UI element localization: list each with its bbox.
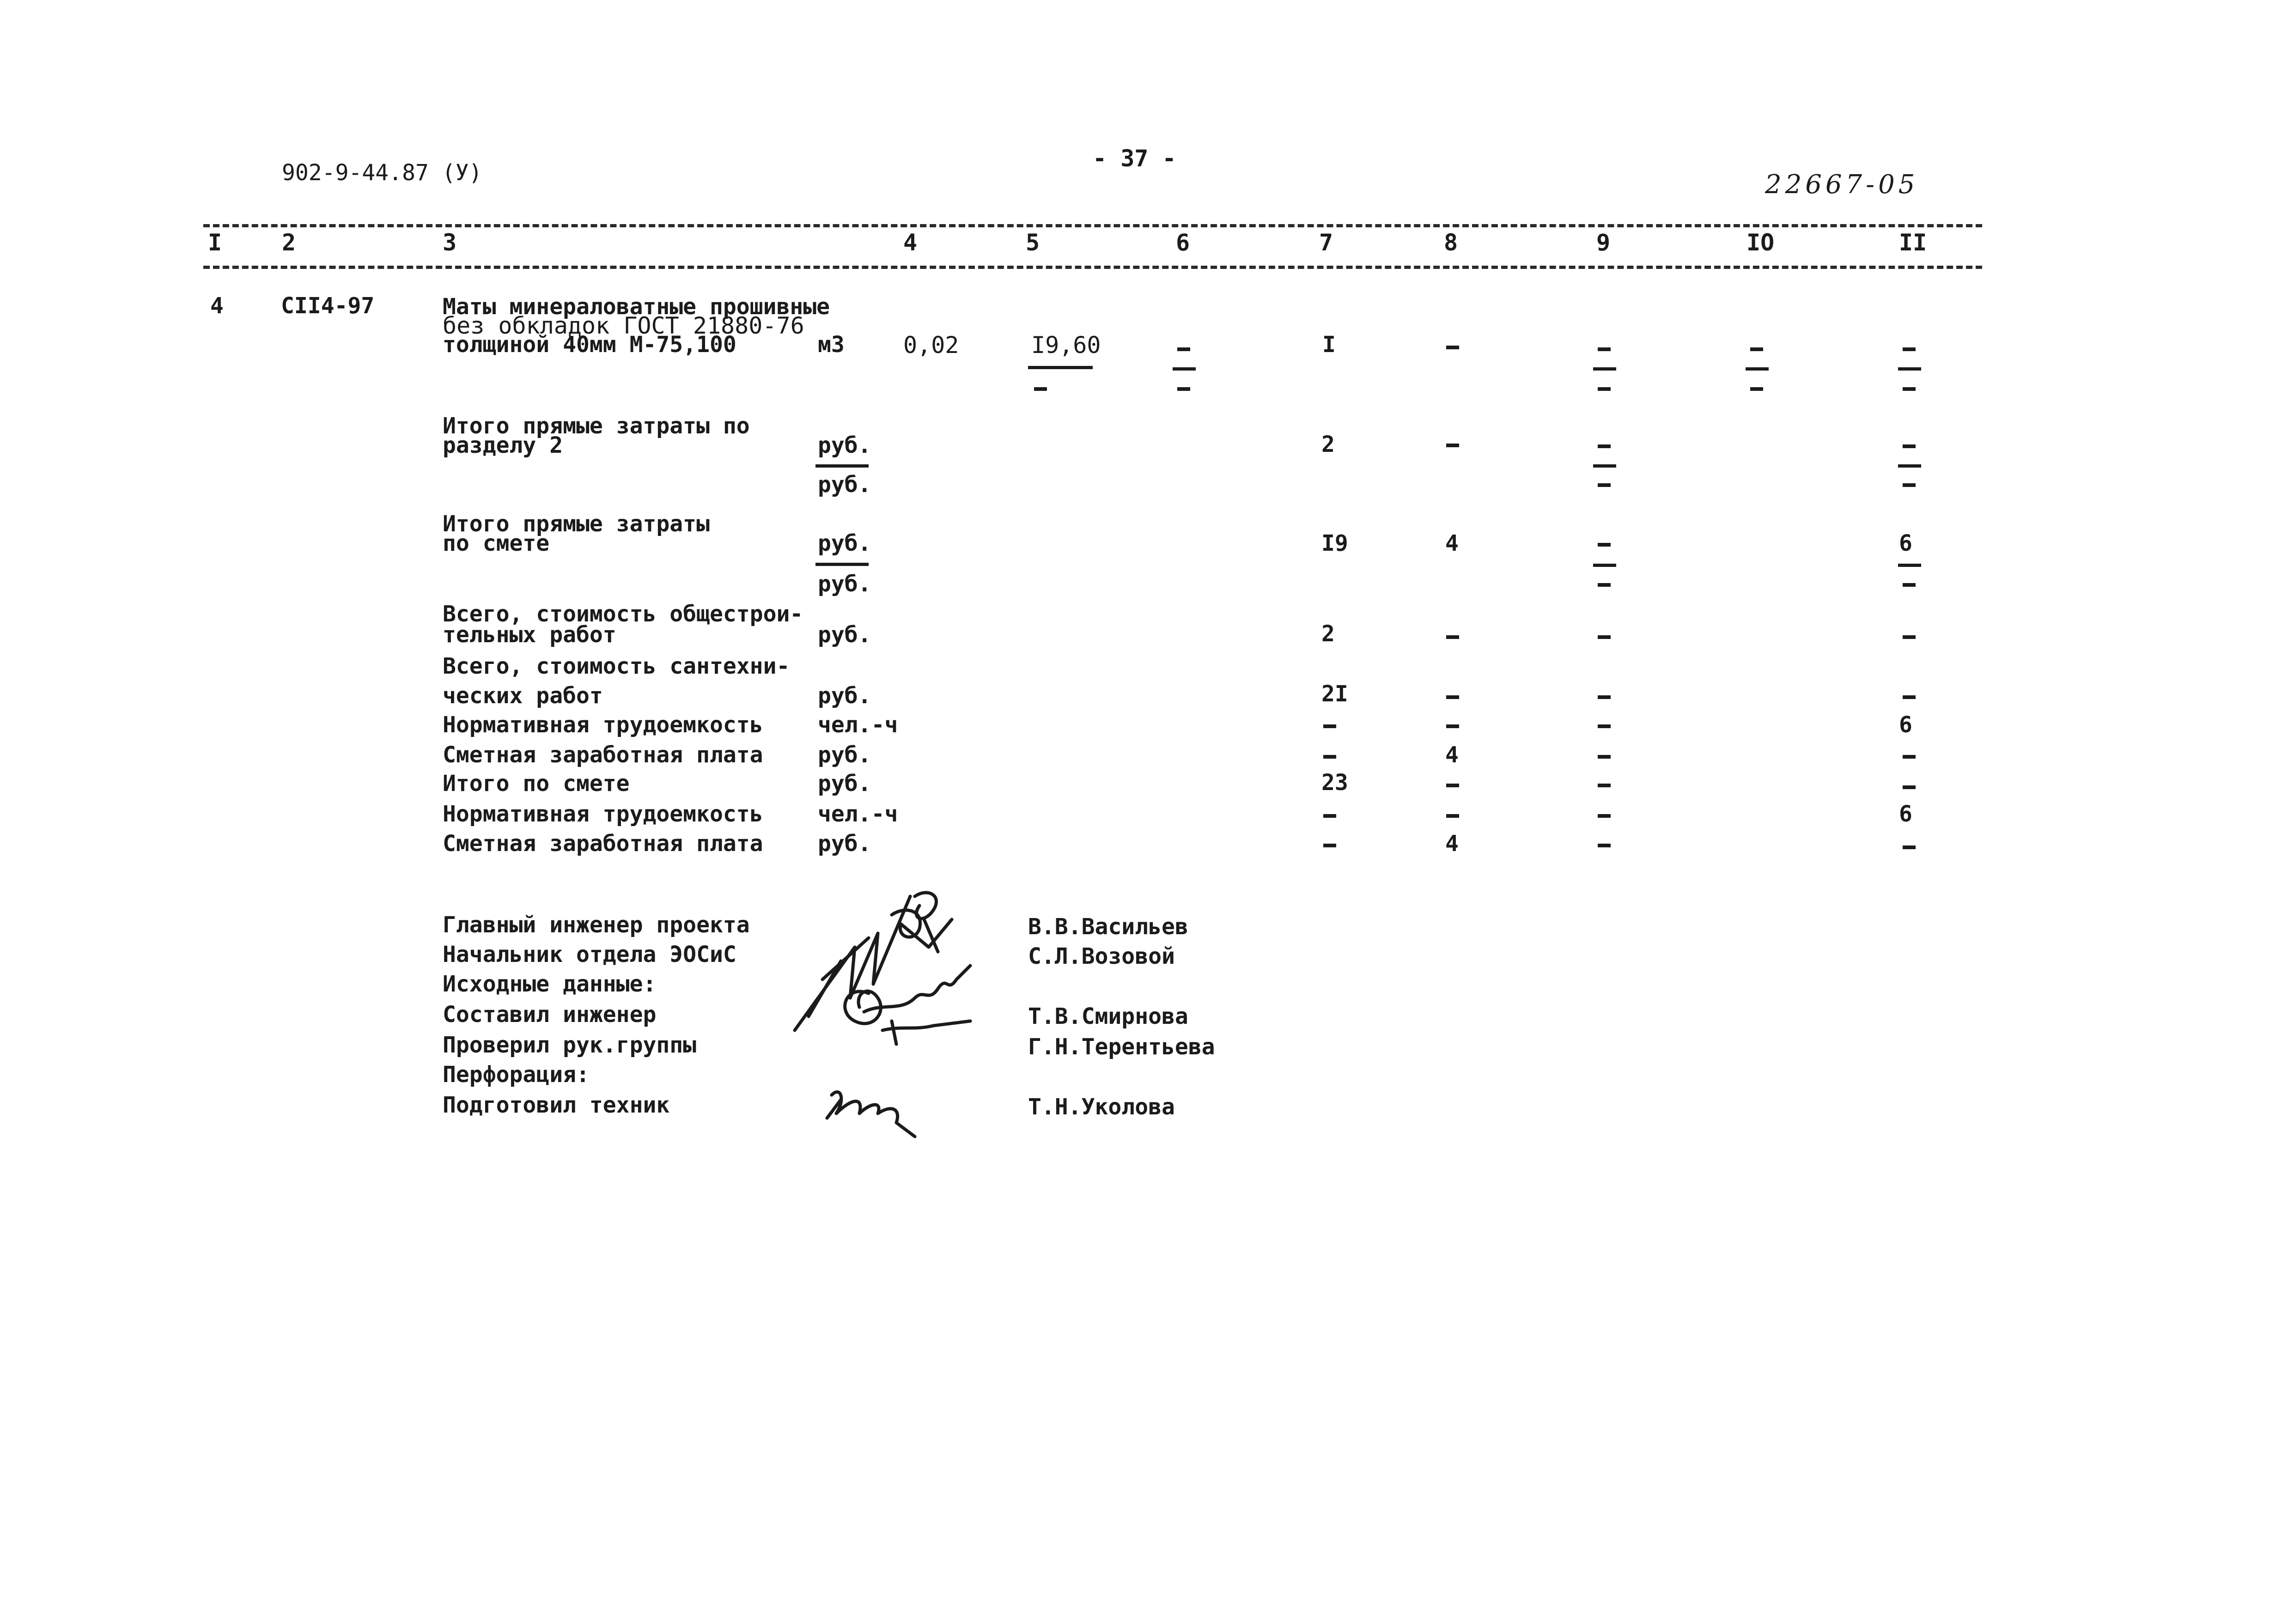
empty-dash xyxy=(1598,543,1611,547)
col-header-1: I xyxy=(208,229,222,256)
empty-dash xyxy=(1446,635,1459,639)
header-rule-top xyxy=(203,224,1982,227)
col8-value: 4 xyxy=(1445,742,1459,768)
signatory-role: Подготовил техник xyxy=(443,1092,670,1118)
unit: руб. xyxy=(818,771,871,797)
empty-dash xyxy=(1903,635,1916,639)
unit: м3 xyxy=(818,332,845,358)
empty-dash xyxy=(1903,695,1916,699)
row-description-line: тельных работ xyxy=(443,622,616,648)
col-header-11: II xyxy=(1899,229,1927,256)
empty-dash xyxy=(1598,635,1611,639)
signatory-name: Т.Н.Уколова xyxy=(1028,1094,1175,1120)
empty-dash xyxy=(1903,483,1916,487)
empty-dash xyxy=(1598,784,1611,787)
col7-value: 2 xyxy=(1321,621,1335,647)
unit: руб. xyxy=(818,472,871,498)
unit: руб. xyxy=(818,622,871,648)
signatory-role: Начальник отдела ЭОСиС xyxy=(443,942,736,967)
row-description-line: разделу 2 xyxy=(443,432,563,458)
fraction-line xyxy=(1593,464,1616,468)
handwritten-signatures xyxy=(776,878,1016,1155)
col7-value: 2 xyxy=(1321,432,1335,457)
signatory-name: Т.В.Смирнова xyxy=(1028,1004,1188,1029)
unit: руб. xyxy=(818,432,871,458)
archive-number: 22667-05 xyxy=(1765,170,1919,200)
row-description: Сметная заработная плата xyxy=(443,831,763,857)
empty-dash xyxy=(1446,814,1459,818)
signatory-role: Проверил рук.группы xyxy=(443,1032,697,1058)
empty-dash xyxy=(1323,814,1336,818)
empty-dash xyxy=(1903,785,1916,789)
empty-dash xyxy=(1323,844,1336,847)
signatory-name: В.В.Васильев xyxy=(1028,914,1188,940)
empty-dash xyxy=(1323,724,1336,728)
empty-dash xyxy=(1598,755,1611,759)
fraction-line xyxy=(1746,367,1769,371)
row-number: 4 xyxy=(210,293,224,319)
signatory-name: С.Л.Возовой xyxy=(1028,943,1175,969)
unit: руб. xyxy=(818,742,871,768)
empty-dash xyxy=(1598,724,1611,728)
col-header-3: 3 xyxy=(443,229,457,256)
fraction-line xyxy=(1898,464,1921,468)
signatory-role: Главный инженер проекта xyxy=(443,912,750,938)
header-rule-bottom xyxy=(203,266,1982,269)
fraction-line xyxy=(1898,564,1921,567)
item-description-line: без обкладок ГОСТ 21880-76 xyxy=(443,312,804,339)
empty-dash xyxy=(1598,387,1611,391)
signatory-role: Перфорация: xyxy=(443,1062,590,1088)
empty-dash xyxy=(1598,444,1611,448)
col-header-8: 8 xyxy=(1444,229,1458,256)
col8-value: 4 xyxy=(1445,831,1459,857)
col11-value: 6 xyxy=(1899,712,1912,738)
col-header-5: 5 xyxy=(1026,229,1040,256)
signatory-role: Исходные данные: xyxy=(443,971,657,997)
col-header-10: IO xyxy=(1746,229,1775,256)
col11-value: 6 xyxy=(1899,530,1912,556)
col7-value: 2I xyxy=(1321,681,1348,707)
fraction-line xyxy=(1173,367,1196,371)
empty-dash xyxy=(1446,784,1459,787)
col8-value: 4 xyxy=(1445,530,1459,556)
col7-value: 23 xyxy=(1321,770,1348,796)
empty-dash xyxy=(1598,695,1611,699)
empty-dash xyxy=(1903,347,1916,351)
empty-dash xyxy=(1903,583,1916,587)
fraction-line xyxy=(1028,366,1093,369)
empty-dash xyxy=(1598,844,1611,847)
empty-dash xyxy=(1750,387,1763,391)
empty-dash xyxy=(1446,346,1459,349)
empty-dash xyxy=(1598,583,1611,587)
row-description: Нормативная трудоемкость xyxy=(443,801,763,827)
unit: чел.-ч xyxy=(818,801,898,827)
row-description: Нормативная трудоемкость xyxy=(443,712,763,738)
empty-dash xyxy=(1034,387,1047,391)
unit: чел.-ч xyxy=(818,712,898,738)
empty-dash xyxy=(1598,347,1611,351)
empty-dash xyxy=(1598,814,1611,818)
unit: руб. xyxy=(818,571,871,597)
quantity: 0,02 xyxy=(903,332,959,359)
empty-dash xyxy=(1750,347,1763,351)
empty-dash xyxy=(1903,444,1916,448)
col-header-7: 7 xyxy=(1319,229,1333,256)
resource-code: СII4-97 xyxy=(281,293,375,319)
empty-dash xyxy=(1903,845,1916,849)
fraction-line xyxy=(815,464,869,468)
signatory-name: Г.Н.Терентьева xyxy=(1028,1034,1215,1060)
row-description: Итого по смете xyxy=(443,771,630,797)
col-header-6: 6 xyxy=(1176,229,1190,256)
empty-dash xyxy=(1177,347,1190,351)
row-description-line: по смете xyxy=(443,530,550,556)
col-header-4: 4 xyxy=(903,229,918,256)
unit-price: I9,60 xyxy=(1031,332,1101,359)
unit: руб. xyxy=(818,530,871,556)
empty-dash xyxy=(1323,755,1336,759)
row-description-line: Итого прямые затраты xyxy=(443,511,710,537)
col-header-2: 2 xyxy=(282,229,296,256)
fraction-line xyxy=(1593,564,1616,567)
row-description: Сметная заработная плата xyxy=(443,742,763,768)
col-header-9: 9 xyxy=(1596,229,1611,256)
empty-dash xyxy=(1446,695,1459,699)
col7-value: I xyxy=(1322,332,1336,358)
unit: руб. xyxy=(818,831,871,857)
page-number: - 37 - xyxy=(1093,145,1176,172)
unit: руб. xyxy=(818,683,871,709)
col7-value: I9 xyxy=(1321,530,1348,556)
fraction-line xyxy=(1898,367,1921,371)
item-description-line: толщиной 40мм М-75,100 xyxy=(443,332,736,358)
empty-dash xyxy=(1903,387,1916,391)
row-description-line: Итого прямые затраты по xyxy=(443,413,750,439)
document-code: 902-9-44.87 (У) xyxy=(282,160,482,186)
empty-dash xyxy=(1903,755,1916,759)
row-description-line: ческих работ xyxy=(443,683,603,709)
fraction-line xyxy=(1593,367,1616,371)
empty-dash xyxy=(1598,483,1611,487)
row-description-line: Всего, стоимость общестрои- xyxy=(443,601,803,627)
signatory-role: Составил инженер xyxy=(443,1002,657,1028)
col11-value: 6 xyxy=(1899,801,1912,827)
item-description-line: Маты минераловатные прошивные xyxy=(443,294,830,320)
fraction-line xyxy=(815,563,869,566)
empty-dash xyxy=(1446,444,1459,447)
empty-dash xyxy=(1446,724,1459,728)
row-description-line: Всего, стоимость сантехни- xyxy=(443,653,790,679)
empty-dash xyxy=(1177,387,1190,391)
